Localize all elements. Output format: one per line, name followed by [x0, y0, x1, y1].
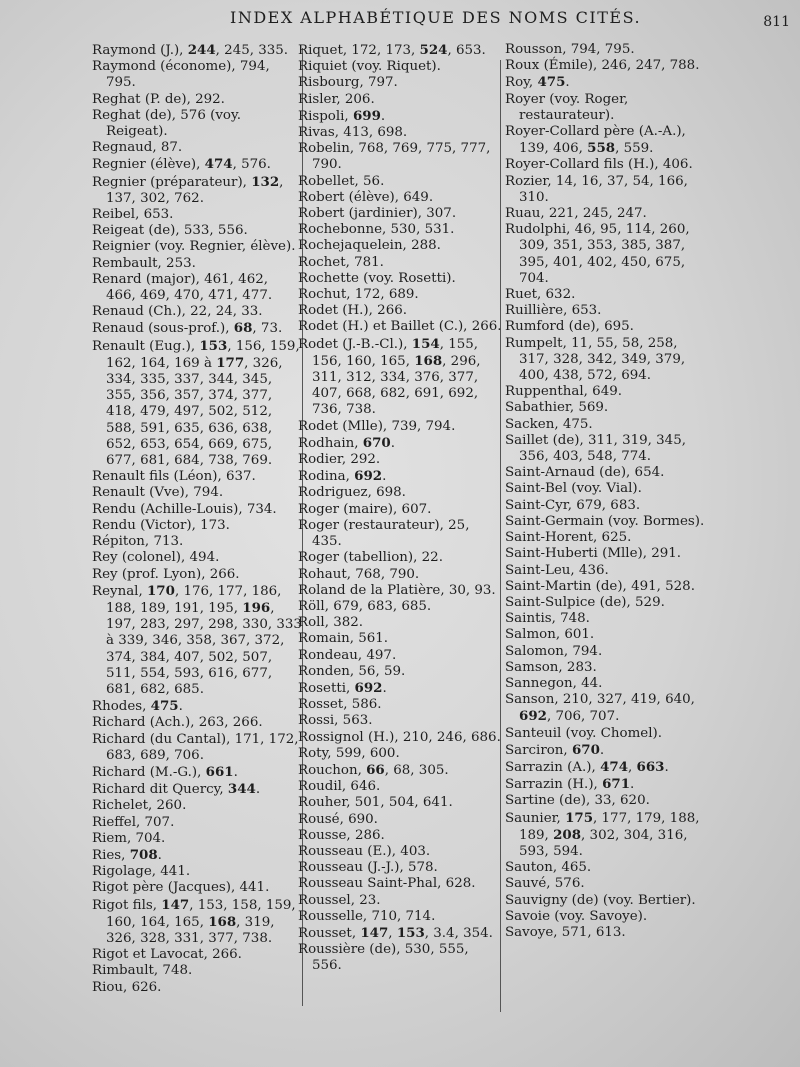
- index-entry: Royer-Collard père (A.-A.), 139, 406, 558, 559.: [505, 124, 686, 157]
- index-entry: Roy, 475.: [505, 74, 570, 91]
- index-entry: Reibel, 653.: [92, 207, 174, 223]
- index-entry: Raymond (économe), 794, 795.: [92, 59, 270, 91]
- index-entry: Rouher, 501, 504, 641.: [298, 795, 453, 811]
- index-entry: Rondeau, 497.: [298, 647, 397, 663]
- index-entry: Riquet, 172, 173, 524, 653.: [298, 42, 486, 58]
- index-entry: Rossi, 563.: [298, 713, 373, 729]
- index-entry: Roger (restaurateur), 25, 435.: [298, 517, 470, 550]
- index-entry: Renault (Vve), 794.: [92, 485, 224, 501]
- index-entry: Rohaut, 768, 790.: [298, 566, 420, 582]
- page-number: 811: [763, 14, 790, 30]
- index-entry: Reynal, 170, 176, 177, 186, 188, 189, 191, 195, 196, 197, 283, 297, 298, 330, 333 à 339, 346, 358, 367, 372, 374, 384, 407, 502, 507, 511, 554, 593, 616, 677, 681, 682, 685.: [92, 582, 302, 697]
- index-entry: Roger (maire), 607.: [298, 501, 432, 517]
- index-column-2: [298, 42, 502, 975]
- page-title: INDEX ALPHABÉTIQUE DES NOMS CITÉS.: [230, 8, 642, 27]
- index-entry: Rimbault, 748.: [92, 963, 193, 979]
- index-entry: Sarrazin (A.), 474, 663.: [505, 758, 669, 775]
- index-entry: Sabathier, 569.: [505, 400, 609, 416]
- index-entry: Rochette (voy. Rosetti).: [298, 270, 456, 286]
- index-entry: Rosset, 586.: [298, 697, 382, 713]
- index-entry: Richard (Ach.), 263, 266.: [92, 715, 263, 731]
- index-entry: Sacken, 475.: [505, 416, 593, 432]
- index-entry: Rodier, 292.: [298, 452, 381, 468]
- index-entry: Roux (Émile), 246, 247, 788.: [505, 58, 700, 74]
- index-entry: Saint-Huberti (Mlle), 291.: [505, 546, 682, 562]
- index-entry: Salmon, 601.: [505, 627, 595, 643]
- index-entry: Rosetti, 692.: [298, 679, 387, 696]
- index-entry: Saint-Bel (voy. Vial).: [505, 481, 642, 497]
- index-entry: Sarciron, 670.: [505, 741, 605, 758]
- index-entry: Röll, 679, 683, 685.: [298, 598, 432, 614]
- index-entry: Saunier, 175, 177, 179, 188, 189, 208, 302, 304, 316, 593, 594.: [505, 809, 700, 859]
- index-entry: Reghat (de), 576 (voy. Reigeat).: [92, 107, 241, 140]
- index-entry: Regnaud, 87.: [92, 140, 183, 156]
- index-entry: Rodriguez, 698.: [298, 485, 406, 501]
- index-entry: Rousselle, 710, 714.: [298, 908, 436, 924]
- index-entry: Sauvé, 576.: [505, 876, 585, 892]
- index-entry: Sauton, 465.: [505, 860, 592, 876]
- index-entry: Saint-Leu, 436.: [505, 562, 609, 578]
- index-entry: Ruillière, 653.: [505, 303, 602, 319]
- index-entry: Raymond (J.), 244, 245, 335.: [92, 42, 289, 58]
- index-entry: Roland de la Platière, 30, 93.: [298, 582, 496, 598]
- index-entry: Riou, 626.: [92, 979, 162, 995]
- index-entry: Rozier, 14, 16, 37, 54, 166, 310.: [505, 173, 688, 205]
- index-entry: Sartine (de), 33, 620.: [505, 793, 650, 809]
- index-column-3: [505, 42, 710, 941]
- index-entry: Richelet, 260.: [92, 798, 187, 814]
- index-entry: Robellet, 56.: [298, 173, 385, 189]
- index-entry: Rendu (Achille-Louis), 734.: [92, 501, 277, 517]
- index-entry: Ruet, 632.: [505, 287, 576, 303]
- index-entry: Rodet (J.-B.-Cl.), 154, 155, 156, 160, 165, 168, 296, 311, 312, 334, 376, 377, 407, 668, 682, 691, 692, 736, 738.: [298, 335, 481, 418]
- index-entry: Ries, 708.: [92, 846, 162, 863]
- index-entry: Rodhain, 670.: [298, 434, 395, 451]
- index-entry: Répiton, 713.: [92, 534, 184, 550]
- index-entry: Rey (prof. Lyon), 266.: [92, 566, 240, 582]
- index-entry: Rousse, 286.: [298, 827, 385, 843]
- index-entry: Santeuil (voy. Chomel).: [505, 725, 662, 741]
- index-entry: Sauvigny (de) (voy. Bertier).: [505, 892, 696, 908]
- index-entry: Regnier (élève), 474, 576.: [92, 156, 271, 173]
- index-entry: Rembault, 253.: [92, 255, 196, 271]
- index-entry: Ronden, 56, 59.: [298, 663, 406, 679]
- index-entry: Saint-Cyr, 679, 683.: [505, 497, 641, 513]
- index-entry: Richard (du Cantal), 171, 172, 683, 689, 706.: [92, 731, 299, 763]
- index-entry: Rossignol (H.), 210, 246, 686.: [298, 729, 501, 745]
- index-entry: Risler, 206.: [298, 91, 375, 107]
- index-entry: Reigeat (de), 533, 556.: [92, 223, 248, 239]
- index-entry: Rendu (Victor), 173.: [92, 517, 230, 533]
- index-entry: Rigolage, 441.: [92, 864, 191, 880]
- index-entry: Rumford (de), 695.: [505, 319, 634, 335]
- index-entry: Rigot fils, 147, 153, 158, 159, 160, 164, 165, 168, 319, 326, 328, 331, 377, 738.: [92, 896, 296, 946]
- index-entry: Saillet (de), 311, 319, 345, 356, 403, 548, 774.: [505, 432, 686, 465]
- index-entry: Rieffel, 707.: [92, 814, 175, 830]
- index-entry: Rudolphi, 46, 95, 114, 260, 309, 351, 353, 385, 387, 395, 401, 402, 450, 675, 704.: [505, 222, 690, 286]
- index-entry: Robert (élève), 649.: [298, 189, 434, 205]
- index-entry: Rousé, 690.: [298, 811, 378, 827]
- index-entry: Rodet (Mlle), 739, 794.: [298, 418, 456, 434]
- index-entry: Saint-Horent, 625.: [505, 530, 632, 546]
- index-entry: Rousseau (E.), 403.: [298, 843, 431, 859]
- index-entry: Ruau, 221, 245, 247.: [505, 206, 647, 222]
- index-entry: Rumpelt, 11, 55, 58, 258, 317, 328, 342, 349, 379, 400, 438, 572, 694.: [505, 335, 686, 384]
- index-entry: Samson, 283.: [505, 659, 597, 675]
- index-entry: Renaud (Ch.), 22, 24, 33.: [92, 304, 263, 320]
- index-entry: Roussière (de), 530, 555, 556.: [298, 942, 469, 974]
- index-entry: Royer-Collard fils (H.), 406.: [505, 157, 693, 173]
- index-entry: Rivas, 413, 698.: [298, 125, 408, 141]
- index-entry: Salomon, 794.: [505, 643, 603, 659]
- index-entry: Sannegon, 44.: [505, 675, 603, 691]
- index-entry: Rousseau Saint-Phal, 628.: [298, 876, 476, 892]
- index-entry: Risbourg, 797.: [298, 75, 398, 91]
- index-entry: Richard dit Quercy, 344.: [92, 781, 261, 798]
- index-entry: Royer (voy. Roger, restaurateur).: [505, 91, 629, 123]
- index-entry: Reignier (voy. Regnier, élève).: [92, 239, 296, 255]
- index-entry: Renault (Eug.), 153, 156, 159, 162, 164, 169 à 177, 326, 334, 335, 337, 344, 345, 355, 356, 357, 374, 377, 418, 479, 497, 502, 512, 588, 591, 635, 636, 638, 652, 653, 654, 669, 675, 677, 681, 684, 738, 769.: [92, 337, 300, 469]
- index-entry: Robelin, 768, 769, 775, 777, 790.: [298, 141, 491, 173]
- index-entry: Roty, 599, 600.: [298, 745, 400, 761]
- index-entry: Rey (colonel), 494.: [92, 550, 220, 566]
- index-entry: Rochet, 781.: [298, 254, 384, 270]
- index-entry: Riem, 704.: [92, 830, 166, 846]
- index-entry: Robert (jardinier), 307.: [298, 206, 457, 222]
- index-entry: Roll, 382.: [298, 615, 364, 631]
- index-entry: Saint-Sulpice (de), 529.: [505, 594, 665, 610]
- index-entry: Renaud (sous-prof.), 68, 73.: [92, 320, 283, 337]
- index-column-1: [92, 42, 302, 996]
- index-entry: Saint-Germain (voy. Bormes).: [505, 513, 705, 529]
- index-entry: Rispoli, 699.: [298, 107, 386, 124]
- index-entry: Rochejaquelein, 288.: [298, 238, 441, 254]
- index-entry: Rodet (H.) et Baillet (C.), 266.: [298, 319, 502, 335]
- index-entry: Savoie (voy. Savoye).: [505, 908, 648, 924]
- index-entry: Regnier (préparateur), 132, 137, 302, 762.: [92, 173, 284, 206]
- index-entry: Romain, 561.: [298, 631, 389, 647]
- index-entry: Savoye, 571, 613.: [505, 924, 626, 940]
- index-entry: Rigot et Lavocat, 266.: [92, 947, 242, 963]
- index-entry: Ruppenthal, 649.: [505, 384, 622, 400]
- index-entry: Roger (tabellion), 22.: [298, 550, 443, 566]
- index-entry: Rochut, 172, 689.: [298, 287, 419, 303]
- index-entry: Renard (major), 461, 462, 466, 469, 470, 471, 477.: [92, 271, 273, 304]
- index-entry: Rochebonne, 530, 531.: [298, 222, 455, 238]
- index-entry: Sarrazin (H.), 671.: [505, 776, 635, 793]
- index-entry: Roudil, 646.: [298, 779, 381, 795]
- index-entry: Renault fils (Léon), 637.: [92, 469, 256, 485]
- index-entry: Rodina, 692.: [298, 468, 387, 485]
- index-entry: Saintis, 748.: [505, 611, 590, 627]
- index-entry: Rouchon, 66, 68, 305.: [298, 761, 449, 778]
- index-entry: Rousset, 147, 153, 3.4, 354.: [298, 924, 493, 941]
- index-entry: Roussel, 23.: [298, 892, 381, 908]
- index-entry: Saint-Arnaud (de), 654.: [505, 465, 665, 481]
- index-entry: Riquiet (voy. Riquet).: [298, 59, 441, 75]
- index-entry: Rigot père (Jacques), 441.: [92, 880, 270, 896]
- index-entry: Sanson, 210, 327, 419, 640, 692, 706, 707.: [505, 692, 695, 725]
- index-entry: Reghat (P. de), 292.: [92, 91, 225, 107]
- index-entry: Rodet (H.), 266.: [298, 303, 407, 319]
- index-entry: Richard (M.-G.), 661.: [92, 763, 238, 780]
- index-entry: Rhodes, 475.: [92, 698, 183, 715]
- index-entry: Rousson, 794, 795.: [505, 42, 635, 57]
- index-entry: Rousseau (J.-J.), 578.: [298, 860, 438, 876]
- index-entry: Saint-Martin (de), 491, 528.: [505, 578, 695, 594]
